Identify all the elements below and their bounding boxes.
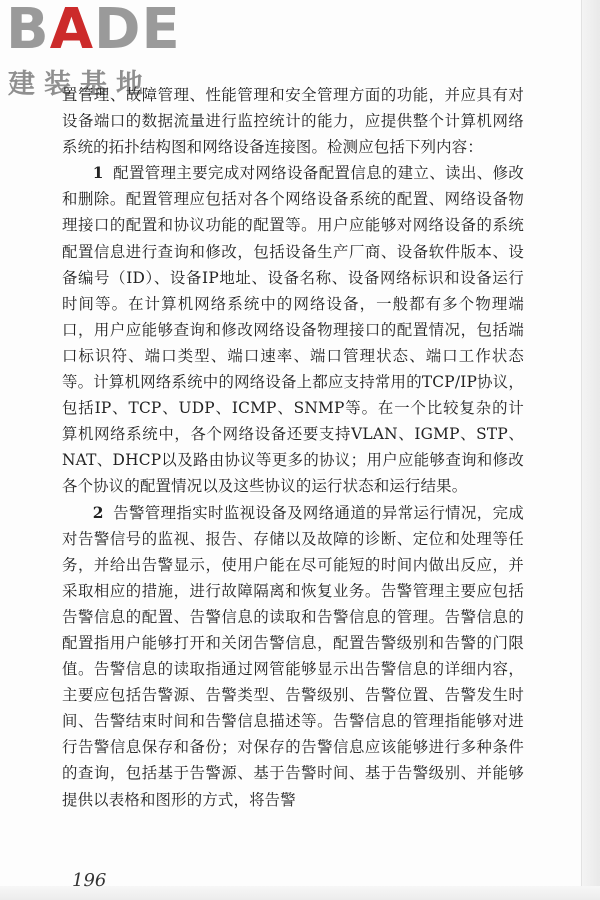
- logo-wordmark: BADE: [6, 0, 181, 62]
- paragraph-item-2: 2 告警管理指实时监视设备及网络通道的异常运行情况，完成对告警信号的监视、报告、存储以及故障的诊断、定位和处理等任务，并给出告警显示，使用户能在尽可能短的时间内做出反应，并采取相应的措施，进行故障隔离和恢复业务。告警管理主要应包括告警信息的配置、告警信息的读取和告警信息的管理。告警信息的配置指用户能够打开和关闭告警信息，配置告警级别和告警的门限值。告警信息的读取指通过网管能够显示出告警信息的详细内容，主要应包括告警源、告警类型、告警级别、告警位置、告警发生时间、告警结束时间和告警信息描述等。告警信息的管理指能够对进行告警信息保存和备份；对保存的告警信息应该能够进行多种条件的查询，包括基于告警源、基于告警时间、基于告警级别、并能够提供以表格和图形的方式，将告警: [62, 503, 524, 809]
- page-number: 196: [72, 870, 107, 891]
- item-number: 2: [92, 503, 104, 522]
- paragraph-item-1: 1 配置管理主要完成对网络设备配置信息的建立、读出、修改和删除。配置管理应包括对各个网络设备系统的配置、网络设备物理接口的配置和协议功能的配置等。用户应能够对网络设备的系统配置信息进行查询和修改，包括设备生产厂商、设备软件版本、设备编号（ID）、设备IP地址、设备名称、设备网络标识和设备运行时间等。在计算机网络系统中的网络设备，一般都有多个物理端口，用户应能够查询和修改网络设备物理接口的配置情况，包括端口标识符、端口类型、端口速率、端口管理状态、端口工作状态等。计算机网络系统中的网络设备上都应支持常用的TCP/IP协议，包括IP、TCP、UDP、ICMP、SNMP等。在一个比较复杂的计算机网络系统中，各个网络设备还要支持VLAN、IGMP、STP、NAT、DHCP以及路由协议等更多的协议；用户应能够查询和修改各个协议的配置情况以及这些协议的运行状态和运行结果。: [62, 164, 524, 496]
- paragraph-intro: 置管理、故障管理、性能管理和安全管理方面的功能，并应具有对设备端口的数据流量进行监控统计的能力，应提供整个计算机网络系统的拓扑结构图和网络设备连接图。检测应包括下列内容：: [62, 86, 524, 157]
- bade-logo: [6, 0, 182, 100]
- body-text: [62, 82, 524, 813]
- page-right-edge: [581, 0, 600, 900]
- item-number: 1: [92, 164, 104, 183]
- logo-chinese-text: 建装基地: [8, 69, 152, 100]
